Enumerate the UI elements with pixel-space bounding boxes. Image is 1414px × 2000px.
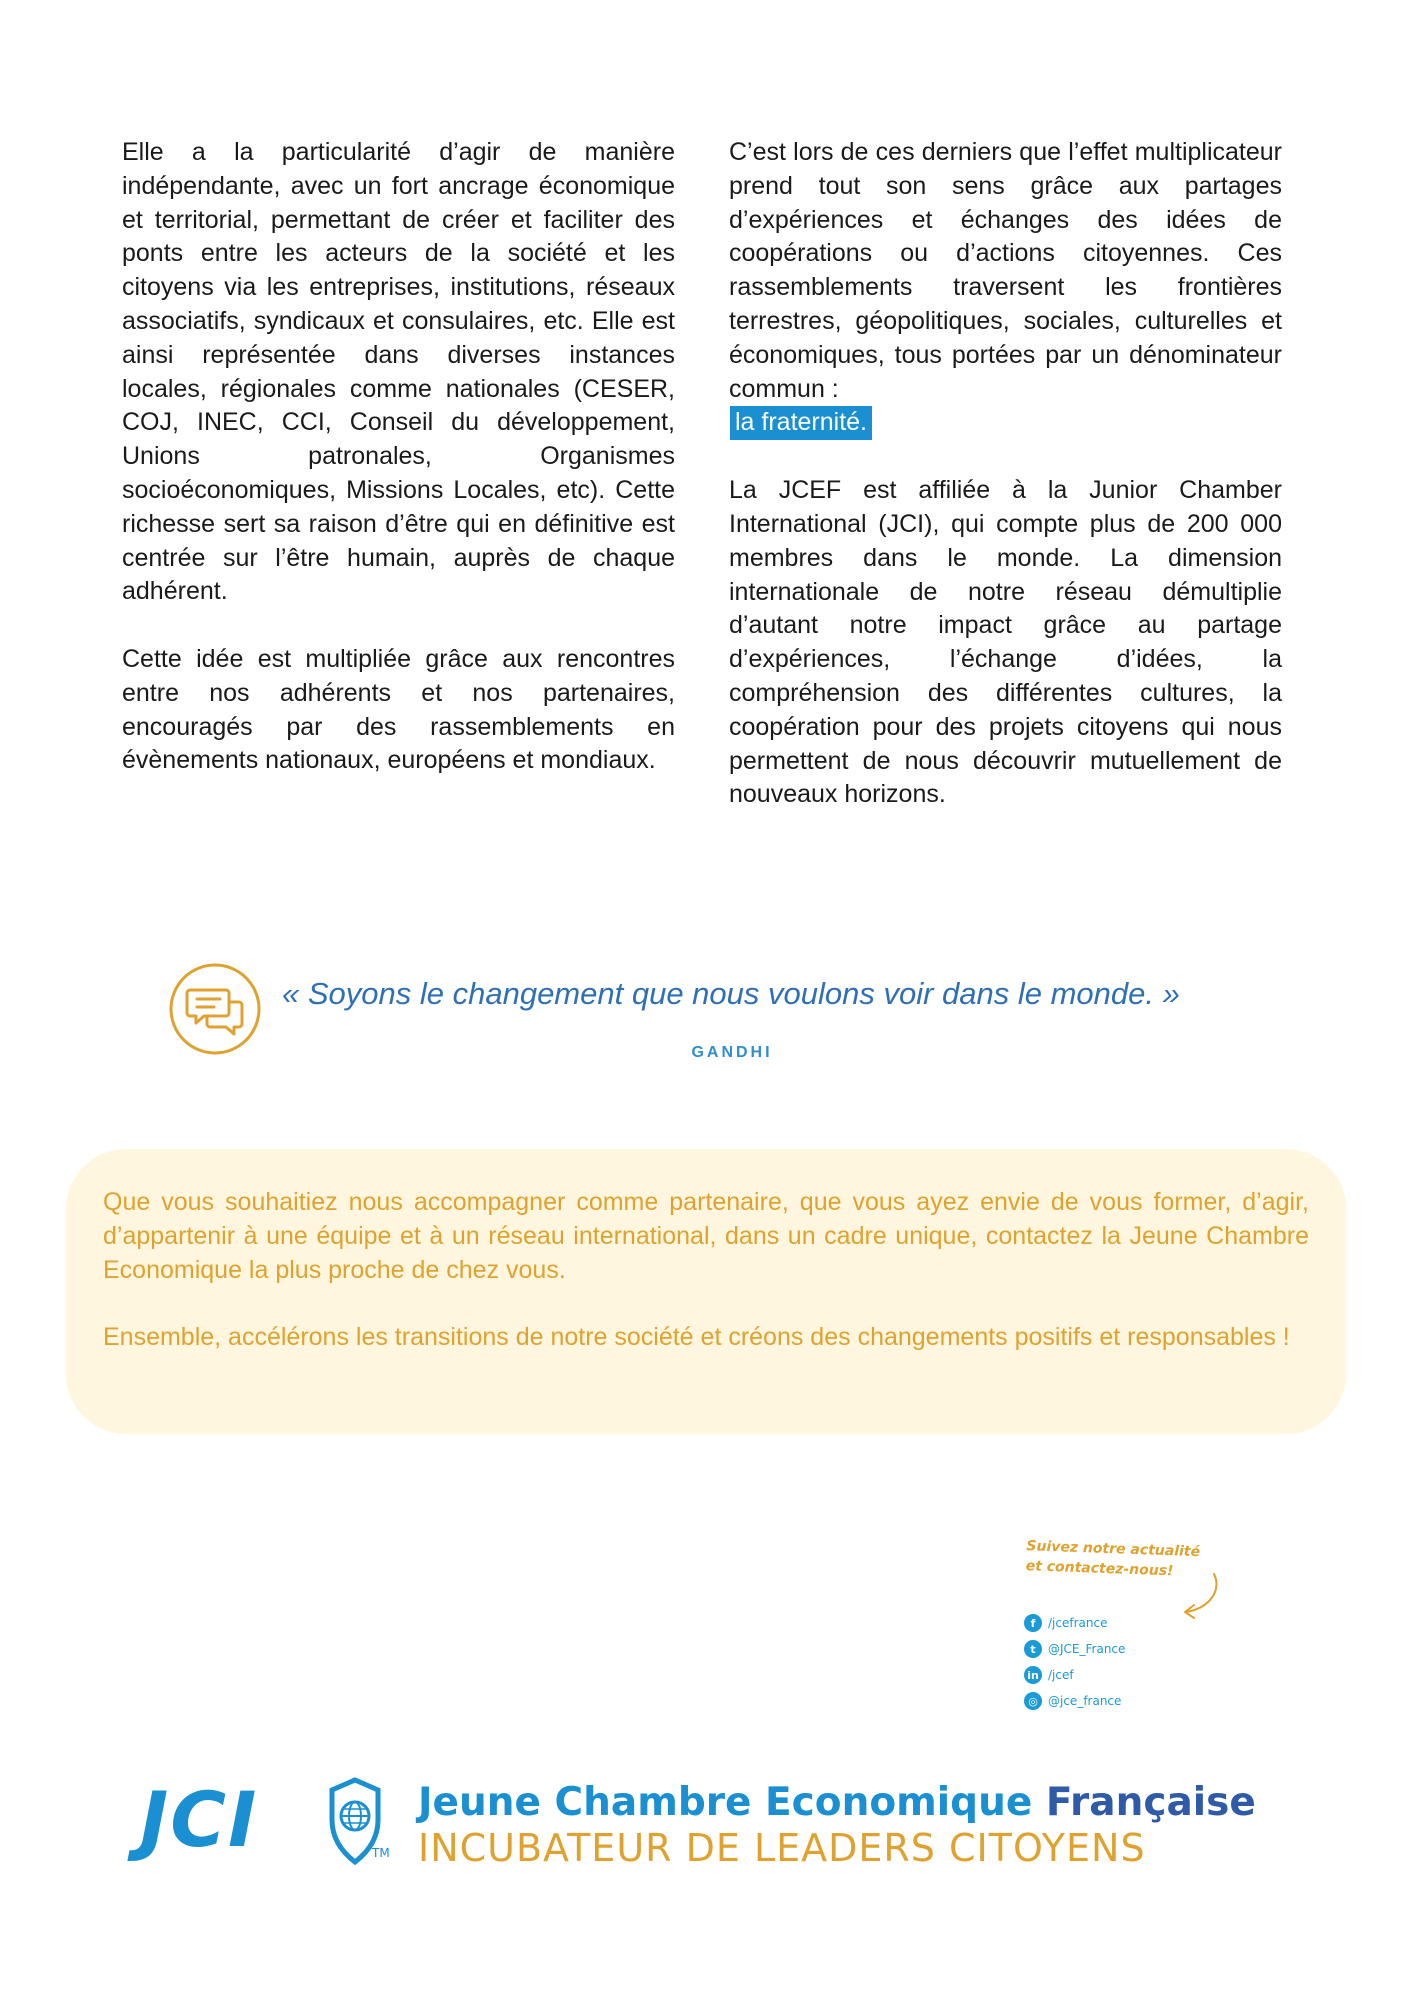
- social-item-twitter[interactable]: [1024, 1636, 1125, 1662]
- jcef-logo: [140, 1770, 1280, 1880]
- social-label-twitter: @JCE_France: [1048, 1642, 1126, 1656]
- social-label-facebook: /jcefrance: [1048, 1616, 1108, 1630]
- linkedin-icon: in: [1024, 1666, 1042, 1684]
- logo-line-1: [418, 1780, 1256, 1825]
- contact-callout-text: [103, 1186, 1309, 1389]
- contact-callout: [66, 1149, 1346, 1434]
- quote-author: GANDHI: [691, 1044, 773, 1061]
- callout-paragraph-2: Ensemble, accélérons les transitions de notre société et créons des changements positifs et responsables !: [103, 1323, 1290, 1352]
- social-item-instagram[interactable]: [1024, 1688, 1125, 1714]
- social-list: [1024, 1610, 1125, 1714]
- highlight-fraternite: la fraternité.: [730, 406, 872, 440]
- left-paragraph-1: Elle a la particularité d’agir de manière indépendante, avec un fort ancrage économique et territorial, permettant de créer et faciliter des ponts entre les acteurs de la société et les citoyens via les entreprises, institutions, réseaux associatifs, syndicaux et consulaires, etc. Elle est ainsi représentée dans diverses instances locales, régionales comme nationales (CESER, COJ, INEC, CCI, Conseil du développement, Unions patronales, Organismes socioéconomiques, Missions Locales, etc). Cette richesse sert sa raison d’être qui en définitive est centrée sur l’être humain, auprès de chaque adhérent.: [122, 138, 675, 606]
- right-paragraph-1: [729, 136, 1282, 440]
- left-column: [122, 136, 675, 812]
- facebook-icon: f: [1024, 1614, 1042, 1632]
- quote-text: « Soyons le changement que nous voulons voir dans le monde. »: [282, 976, 1180, 1011]
- social-item-facebook[interactable]: [1024, 1610, 1125, 1636]
- logo-line-1-b: Française: [1045, 1780, 1256, 1825]
- social-title-line-2: et contactez-nous!: [1025, 1558, 1174, 1580]
- right-column: [729, 136, 1282, 846]
- logo-tagline: INCUBATEUR DE LEADERS CITOYENS: [418, 1826, 1146, 1870]
- curved-arrow-icon: [1160, 1572, 1230, 1622]
- social-item-linkedin[interactable]: [1024, 1662, 1125, 1688]
- instagram-icon: ◎: [1024, 1692, 1042, 1710]
- left-paragraph-2: Cette idée est multipliée grâce aux rencontres entre nos adhérents et nos partenaires, encouragés par des rassemblements en évènements nationaux, européens et mondiaux.: [122, 644, 675, 775]
- right-paragraph-2: La JCEF est affiliée à la Junior Chamber International (JCI), qui compte plus de 200 000 membres dans le monde. La dimension internationale de notre réseau démultiplie d’autant notre impact grâce au partage d’expériences, l’échange d’idées, la compréhension des différentes cultures, la coopération pour des projets citoyens qui nous permettent de nous découvrir mutuellement de nouveaux horizons.: [729, 476, 1282, 809]
- jci-wordmark: JCI: [140, 1775, 259, 1864]
- right-paragraph-1-text: C’est lors de ces derniers que l’effet multiplicateur prend tout son sens grâce aux partages d’expériences et échanges des idées de coopérations ou d’actions citoyennes. Ces rassemblements traversent les frontières terrestres, géopolitiques, sociales, culturelles et économiques, tous portées par un dénominateur commun :: [729, 138, 1282, 403]
- social-title-line-1: Suivez notre actualité: [1026, 1538, 1201, 1561]
- callout-paragraph-1: Que vous souhaitiez nous accompagner comme partenaire, que vous ayez envie de vous former, d’agir, d’appartenir à une équipe et à un réseau international, dans un cadre unique, contactez la Jeune Chambre Economique la plus proche de chez vous.: [103, 1188, 1309, 1284]
- social-label-instagram: @jce_france: [1048, 1694, 1122, 1708]
- logo-line-1-a: Jeune Chambre Economique: [418, 1780, 1033, 1825]
- social-block: [1020, 1540, 1260, 1720]
- twitter-icon: t: [1024, 1640, 1042, 1658]
- trademark: TM: [372, 1846, 390, 1860]
- social-label-linkedin: /jcef: [1048, 1668, 1074, 1682]
- speech-bubbles-icon: [168, 962, 262, 1056]
